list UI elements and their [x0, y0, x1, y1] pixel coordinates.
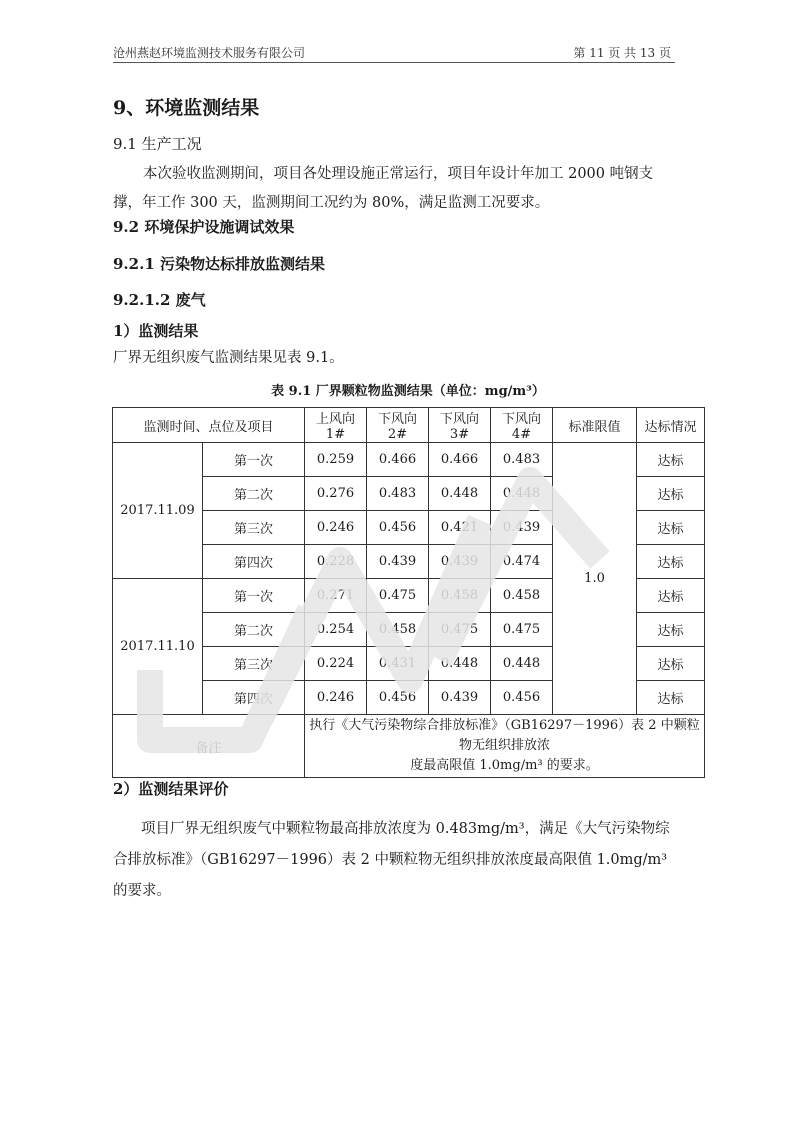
round-cell: 第二次	[203, 613, 305, 647]
round-cell: 第一次	[203, 579, 305, 613]
value-cell: 0.431	[367, 647, 429, 681]
status-cell: 达标	[637, 443, 705, 477]
header-cell: 下风向 4#	[491, 408, 553, 443]
value-cell: 0.421	[429, 511, 491, 545]
evaluation-paragraph: 项目厂界无组织废气中颗粒物最高排放浓度为 0.483mg/m³，满足《大气污染物综合排放标准》（GB16297－1996）表 2 中颗粒物无组织排放浓度最高限值 1.0mg/m³ 的要求。	[113, 821, 670, 899]
value-cell: 0.456	[367, 681, 429, 715]
table-header-row	[113, 408, 705, 443]
value-cell: 0.458	[367, 613, 429, 647]
value-cell: 0.439	[367, 545, 429, 579]
status-cell: 达标	[637, 647, 705, 681]
value-cell: 0.271	[305, 579, 367, 613]
value-cell: 0.466	[429, 443, 491, 477]
status-cell: 达标	[637, 681, 705, 715]
value-cell: 0.466	[367, 443, 429, 477]
value-cell: 0.475	[491, 613, 553, 647]
status-cell: 达标	[637, 511, 705, 545]
header-cell: 上风向 1#	[305, 408, 367, 443]
round-cell: 第四次	[203, 545, 305, 579]
value-cell: 0.439	[429, 545, 491, 579]
header-cell: 达标情况	[637, 408, 705, 443]
monitoring-table	[112, 407, 705, 778]
value-cell: 0.228	[305, 545, 367, 579]
subsection-exhaust: 9.2.1.2 废气	[113, 291, 206, 309]
note-line: 度最高限值 1.0mg/m³ 的要求。	[410, 758, 599, 773]
round-cell: 第三次	[203, 511, 305, 545]
note-text	[305, 715, 705, 778]
section-title: 9、环境监测结果	[113, 97, 260, 119]
standard-limit-cell: 1.0	[553, 443, 637, 715]
status-cell: 达标	[637, 545, 705, 579]
value-cell: 0.448	[429, 477, 491, 511]
subsection-production: 9.1 生产工况	[113, 135, 202, 153]
company-name: 沧州燕赵环境监测技术服务有限公司	[113, 46, 306, 60]
value-cell: 0.246	[305, 511, 367, 545]
table-row	[113, 443, 705, 477]
header-divider	[113, 62, 675, 63]
date-cell: 2017.11.09	[113, 443, 203, 579]
note-row	[113, 715, 705, 778]
value-cell: 0.448	[429, 647, 491, 681]
round-cell: 第一次	[203, 443, 305, 477]
value-cell: 0.224	[305, 647, 367, 681]
header-cell: 标准限值	[553, 408, 637, 443]
header-cell: 监测时间、点位及项目	[113, 408, 305, 443]
value-cell: 0.456	[491, 681, 553, 715]
value-cell: 0.448	[491, 477, 553, 511]
production-paragraph: 本次验收监测期间，项目各处理设施正常运行，项目年设计年加工 2000 吨钢支撑，年工作 300 天，监测期间工况约为 80%，满足监测工况要求。	[113, 166, 654, 211]
value-cell: 0.483	[367, 477, 429, 511]
page-header	[113, 42, 675, 62]
note-line: 执行《大气污染物综合排放标准》（GB16297－1996）表 2 中颗粒物无组织排放浓	[309, 718, 700, 753]
value-cell: 0.474	[491, 545, 553, 579]
round-cell: 第二次	[203, 477, 305, 511]
value-cell: 0.439	[491, 511, 553, 545]
value-cell: 0.456	[367, 511, 429, 545]
status-cell: 达标	[637, 579, 705, 613]
page-number: 第 11 页 共 13 页	[573, 46, 671, 60]
round-cell: 第四次	[203, 681, 305, 715]
note-label: 备注	[113, 715, 305, 778]
subsection-results: 1）监测结果	[113, 322, 199, 340]
status-cell: 达标	[637, 613, 705, 647]
date-cell: 2017.11.10	[113, 579, 203, 715]
value-cell: 0.254	[305, 613, 367, 647]
subsection-pollutants: 9.2.1 污染物达标排放监测结果	[113, 255, 325, 273]
value-cell: 0.448	[491, 647, 553, 681]
status-cell: 达标	[637, 477, 705, 511]
header-cell: 下风向 3#	[429, 408, 491, 443]
value-cell: 0.246	[305, 681, 367, 715]
value-cell: 0.475	[367, 579, 429, 613]
round-cell: 第三次	[203, 647, 305, 681]
value-cell: 0.483	[491, 443, 553, 477]
results-intro: 厂界无组织废气监测结果见表 9.1。	[113, 350, 344, 366]
value-cell: 0.276	[305, 477, 367, 511]
value-cell: 0.458	[491, 579, 553, 613]
table-caption: 表 9.1 厂界颗粒物监测结果（单位：mg/m³）	[271, 384, 545, 399]
value-cell: 0.475	[429, 613, 491, 647]
value-cell: 0.458	[429, 579, 491, 613]
subsection-facilities: 9.2 环境保护设施调试效果	[113, 218, 295, 236]
header-cell: 下风向 2#	[367, 408, 429, 443]
evaluation-title: 2）监测结果评价	[113, 780, 229, 798]
value-cell: 0.259	[305, 443, 367, 477]
value-cell: 0.439	[429, 681, 491, 715]
